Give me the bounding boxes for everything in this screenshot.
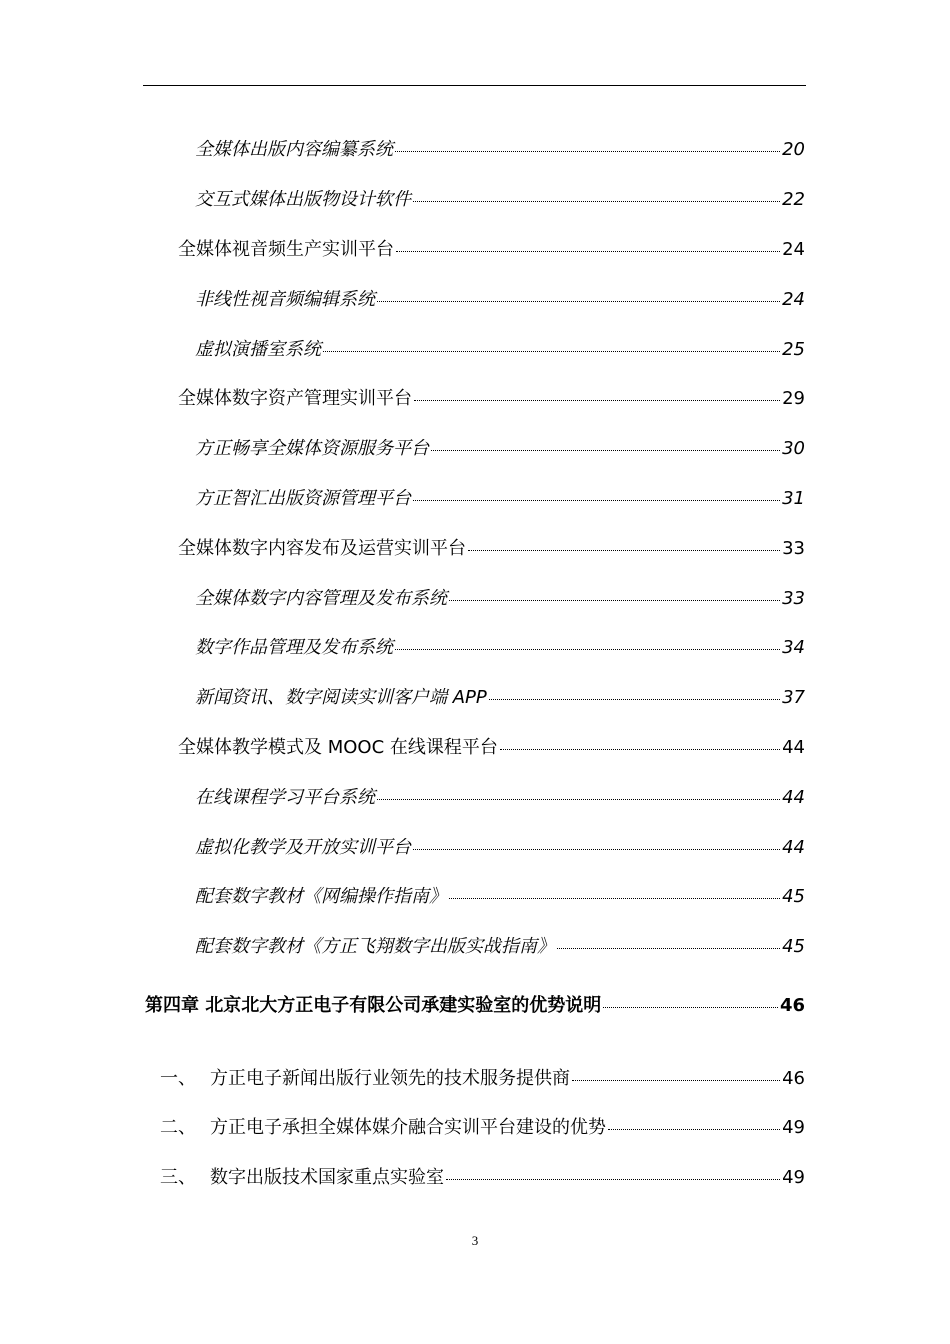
toc-entry-page: 33	[782, 538, 805, 559]
dot-leader	[413, 498, 780, 501]
toc-entry-page: 24	[782, 239, 805, 260]
dot-leader	[431, 448, 780, 451]
toc-entry-page: 22	[782, 189, 805, 210]
dot-leader	[608, 1127, 780, 1130]
toc-entry-title: 方正智汇出版资源管理平台	[195, 488, 411, 509]
toc-entry[interactable]	[195, 785, 805, 811]
dot-leader	[395, 149, 780, 152]
toc-entry[interactable]	[195, 884, 805, 910]
dot-leader	[489, 697, 780, 700]
toc-entry-page: 31	[782, 488, 805, 509]
toc-entry-number: 三、	[160, 1167, 196, 1188]
toc-entry-title: 第四章 北京北大方正电子有限公司承建实验室的优势说明	[145, 995, 602, 1016]
toc-entry-title: 虚拟化教学及开放实训平台	[195, 837, 411, 858]
toc-entry[interactable]	[178, 735, 805, 761]
toc-entry-title: 全媒体数字内容发布及运营实训平台	[178, 538, 466, 559]
toc-entry-page: 34	[782, 637, 805, 658]
toc-entry[interactable]	[195, 486, 805, 512]
toc-entry-page: 30	[782, 438, 805, 459]
toc-entry-title: 配套数字教材《方正飞翔数字出版实战指南》	[195, 936, 555, 957]
toc-section-entry[interactable]	[160, 1165, 805, 1191]
toc-entry-number: 二、	[160, 1117, 196, 1138]
toc-entry-title: 配套数字教材《网编操作指南》	[195, 886, 447, 907]
dot-leader	[395, 647, 780, 650]
toc-entry-title: 在线课程学习平台系统	[195, 787, 375, 808]
toc-entry-page: 29	[782, 388, 805, 409]
dot-leader	[446, 1177, 780, 1180]
dot-leader	[323, 349, 780, 352]
dot-leader	[377, 797, 780, 800]
toc-entry[interactable]	[178, 237, 805, 263]
dot-leader	[557, 946, 780, 949]
toc-chapter-entry[interactable]	[145, 993, 805, 1019]
toc-entry-page: 45	[782, 936, 805, 957]
toc-entry-page: 44	[782, 737, 805, 758]
dot-leader	[413, 847, 780, 850]
toc-entry-page: 44	[782, 787, 805, 808]
toc-entry[interactable]	[195, 685, 805, 711]
toc-entry-page: 33	[782, 588, 805, 609]
toc-entry-page: 46	[782, 1068, 805, 1089]
toc-entry-title: 全媒体教学模式及 MOOC 在线课程平台	[178, 737, 498, 758]
dot-leader	[449, 896, 780, 899]
dot-leader	[572, 1078, 780, 1081]
toc-entry-title: 全媒体数字内容管理及发布系统	[195, 588, 447, 609]
toc-entry-page: 49	[782, 1117, 805, 1138]
page-number: 3	[471, 1233, 479, 1248]
dot-leader	[396, 249, 780, 252]
toc-entry[interactable]	[178, 536, 805, 562]
toc-entry-page: 25	[782, 339, 805, 360]
toc-entry-title: 全媒体出版内容编纂系统	[195, 139, 393, 160]
toc-entry-title: 方正电子新闻出版行业领先的技术服务提供商	[210, 1068, 570, 1089]
toc-entry[interactable]	[195, 287, 805, 313]
dot-leader	[377, 299, 780, 302]
toc-entry-title: 交互式媒体出版物设计软件	[195, 189, 411, 210]
toc-entry[interactable]	[195, 137, 805, 163]
toc-entry-page: 44	[782, 837, 805, 858]
dot-leader	[449, 598, 780, 601]
toc-entry-title: 非线性视音频编辑系统	[195, 289, 375, 310]
toc-entry-title: 全媒体视音频生产实训平台	[178, 239, 394, 260]
toc-entry-page: 37	[782, 687, 805, 708]
toc-entry-title: 新闻资讯、数字阅读实训客户端 APP	[195, 687, 487, 708]
toc-entry[interactable]	[195, 436, 805, 462]
toc-entry-page: 24	[782, 289, 805, 310]
toc-entry[interactable]	[195, 337, 805, 363]
toc-section-entry[interactable]	[160, 1115, 805, 1141]
toc-entry-page: 46	[779, 995, 805, 1016]
dot-leader	[603, 1005, 778, 1008]
toc-entry-page: 20	[782, 139, 805, 160]
toc-entry-title: 方正畅享全媒体资源服务平台	[195, 438, 429, 459]
dot-leader	[468, 548, 780, 551]
toc-section-entry[interactable]	[160, 1066, 805, 1092]
toc-entry-title: 数字出版技术国家重点实验室	[210, 1167, 444, 1188]
toc-entry-title: 全媒体数字资产管理实训平台	[178, 388, 412, 409]
toc-entry-title: 数字作品管理及发布系统	[195, 637, 393, 658]
dot-leader	[500, 747, 780, 750]
toc-entry-page: 45	[782, 886, 805, 907]
dot-leader	[414, 398, 780, 401]
toc-entry-title: 方正电子承担全媒体媒介融合实训平台建设的优势	[210, 1117, 606, 1138]
toc-entry[interactable]	[195, 187, 805, 213]
toc-entry-title: 虚拟演播室系统	[195, 339, 321, 360]
toc-entry[interactable]	[195, 934, 805, 960]
toc-entry[interactable]	[195, 835, 805, 861]
dot-leader	[413, 199, 780, 202]
toc-entry-number: 一、	[160, 1068, 196, 1089]
toc-entry[interactable]	[195, 635, 805, 661]
toc-entry[interactable]	[195, 586, 805, 612]
toc-entry-page: 49	[782, 1167, 805, 1188]
toc-entry[interactable]	[178, 386, 805, 412]
